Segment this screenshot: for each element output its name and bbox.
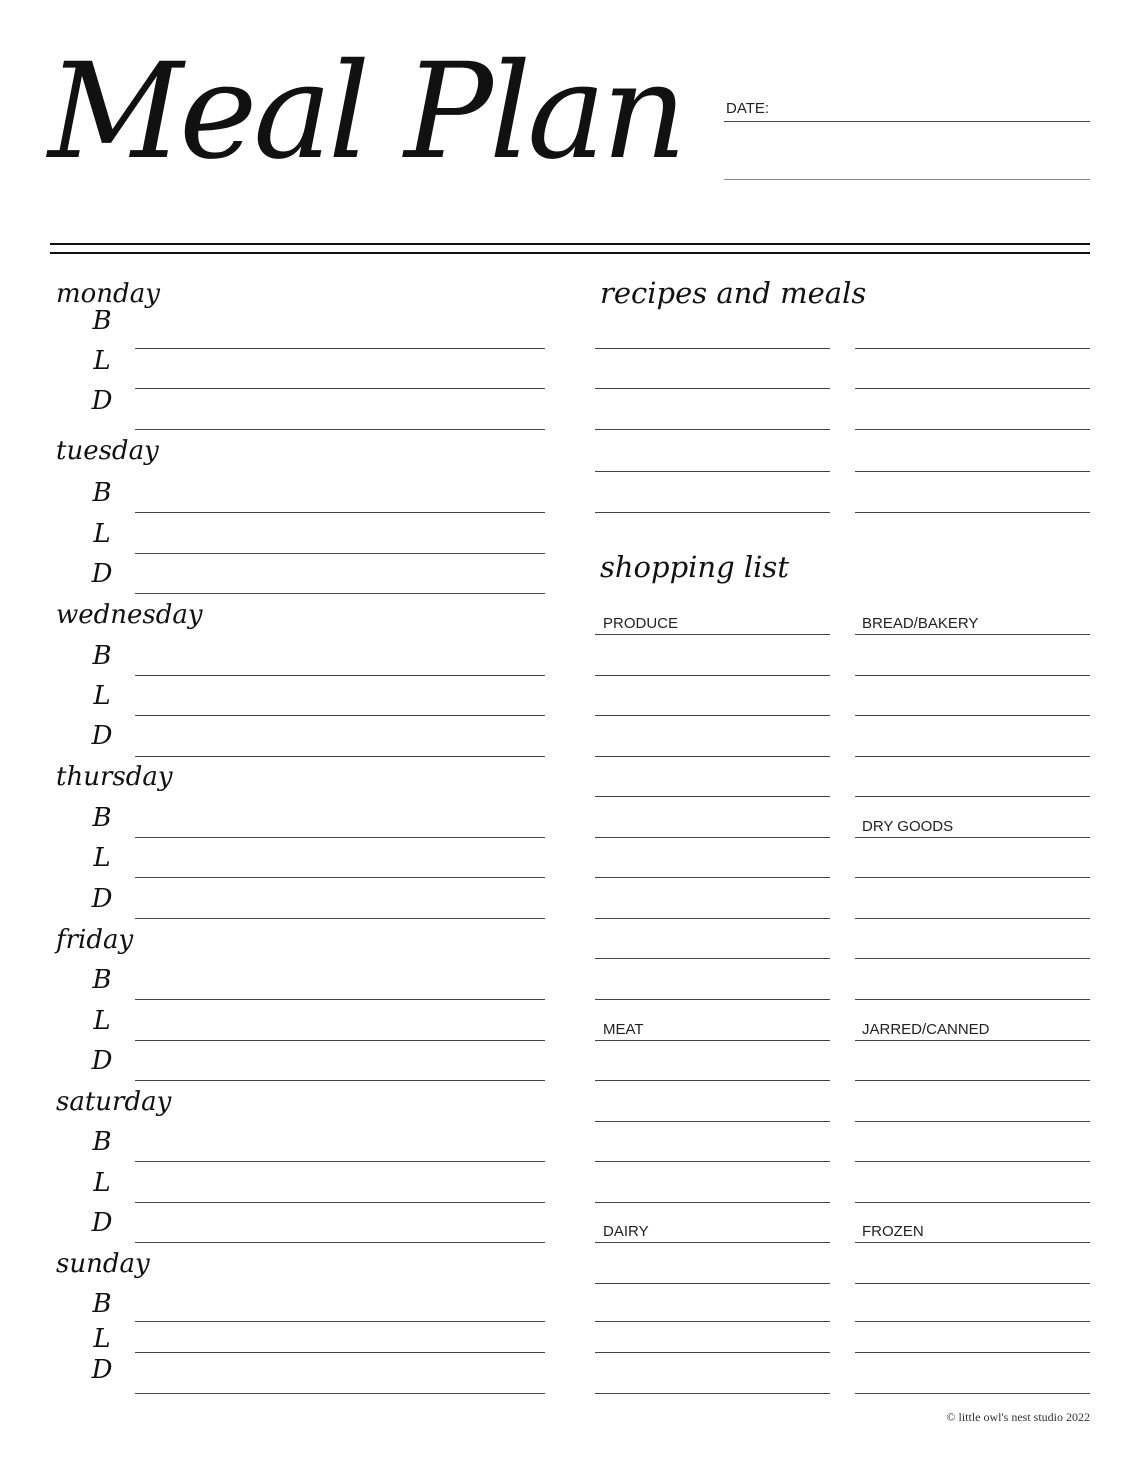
meal-write-line[interactable] xyxy=(135,1352,545,1353)
shopping-write-line[interactable] xyxy=(595,1321,830,1322)
category-bread-bakery: BREAD/BAKERY xyxy=(862,615,979,632)
shopping-write-line[interactable] xyxy=(855,1352,1090,1353)
shopping-write-line[interactable] xyxy=(595,1040,830,1041)
shopping-write-line[interactable] xyxy=(855,1040,1090,1041)
meal-write-line[interactable] xyxy=(135,348,545,349)
meal-letter-lunch: L xyxy=(93,346,111,376)
shopping-write-line[interactable] xyxy=(855,1283,1090,1284)
meal-letter-lunch: L xyxy=(93,843,111,873)
meal-write-line[interactable] xyxy=(135,1080,545,1081)
date-extra-line[interactable] xyxy=(724,179,1090,180)
shopping-write-line[interactable] xyxy=(855,1242,1090,1243)
shopping-write-line[interactable] xyxy=(595,796,830,797)
shopping-write-line[interactable] xyxy=(595,1283,830,1284)
shopping-write-line[interactable] xyxy=(595,1161,830,1162)
meal-write-line[interactable] xyxy=(135,675,545,676)
meal-letter-lunch: L xyxy=(93,1168,111,1198)
shopping-write-line[interactable] xyxy=(595,918,830,919)
shopping-write-line[interactable] xyxy=(855,715,1090,716)
shopping-write-line[interactable] xyxy=(595,1080,830,1081)
shopping-write-line[interactable] xyxy=(855,999,1090,1000)
shopping-write-line[interactable] xyxy=(595,1352,830,1353)
shopping-write-line[interactable] xyxy=(855,675,1090,676)
copyright-notice: © little owl's nest studio 2022 xyxy=(946,1410,1090,1424)
category-meat: MEAT xyxy=(603,1021,644,1038)
day-label-thursday: thursday xyxy=(56,762,173,792)
recipe-write-line[interactable] xyxy=(595,429,830,430)
category-produce: PRODUCE xyxy=(603,615,679,632)
recipe-write-line[interactable] xyxy=(855,471,1090,472)
recipe-write-line[interactable] xyxy=(595,471,830,472)
recipe-write-line[interactable] xyxy=(595,348,830,349)
meal-letter-breakfast: B xyxy=(92,1289,112,1319)
date-write-line[interactable] xyxy=(724,121,1090,122)
day-label-sunday: sunday xyxy=(56,1249,150,1279)
meal-letter-breakfast: B xyxy=(92,641,112,671)
meal-letter-dinner: D xyxy=(91,884,113,914)
meal-write-line[interactable] xyxy=(135,1202,545,1203)
meal-letter-dinner: D xyxy=(91,559,113,589)
shopping-write-line[interactable] xyxy=(595,999,830,1000)
shopping-write-line[interactable] xyxy=(855,756,1090,757)
shopping-write-line[interactable] xyxy=(595,1121,830,1122)
meal-write-line[interactable] xyxy=(135,1242,545,1243)
shopping-write-line[interactable] xyxy=(595,1242,830,1243)
shopping-write-line[interactable] xyxy=(855,958,1090,959)
meal-write-line[interactable] xyxy=(135,1321,545,1322)
meal-letter-lunch: L xyxy=(93,1324,111,1354)
recipe-write-line[interactable] xyxy=(855,388,1090,389)
shopping-write-line[interactable] xyxy=(855,1393,1090,1394)
shopping-write-line[interactable] xyxy=(855,837,1090,838)
category-dairy: DAIRY xyxy=(603,1223,649,1240)
meal-write-line[interactable] xyxy=(135,553,545,554)
meal-letter-breakfast: B xyxy=(92,1127,112,1157)
meal-write-line[interactable] xyxy=(135,1161,545,1162)
recipe-write-line[interactable] xyxy=(855,348,1090,349)
recipes-section-title: recipes and meals xyxy=(600,276,867,310)
meal-write-line[interactable] xyxy=(135,1040,545,1041)
meal-write-line[interactable] xyxy=(135,918,545,919)
shopping-write-line[interactable] xyxy=(595,675,830,676)
shopping-write-line[interactable] xyxy=(595,837,830,838)
day-label-friday: friday xyxy=(56,925,134,955)
shopping-write-line[interactable] xyxy=(595,877,830,878)
meal-letter-dinner: D xyxy=(91,1208,113,1238)
shopping-write-line[interactable] xyxy=(595,634,830,635)
shopping-write-line[interactable] xyxy=(855,796,1090,797)
meal-write-line[interactable] xyxy=(135,512,545,513)
day-label-wednesday: wednesday xyxy=(56,600,203,630)
shopping-section-title: shopping list xyxy=(600,550,789,584)
meal-write-line[interactable] xyxy=(135,715,545,716)
meal-letter-lunch: L xyxy=(93,1006,111,1036)
day-label-saturday: saturday xyxy=(56,1087,172,1117)
page-title: Meal Plan xyxy=(48,35,683,189)
meal-write-line[interactable] xyxy=(135,429,545,430)
header-divider-top xyxy=(50,243,1090,245)
meal-letter-breakfast: B xyxy=(92,306,112,336)
recipe-write-line[interactable] xyxy=(855,429,1090,430)
meal-write-line[interactable] xyxy=(135,756,545,757)
shopping-write-line[interactable] xyxy=(855,1321,1090,1322)
meal-letter-dinner: D xyxy=(91,721,113,751)
shopping-write-line[interactable] xyxy=(855,1121,1090,1122)
meal-letter-breakfast: B xyxy=(92,478,112,508)
category-dry-goods: DRY GOODS xyxy=(862,818,954,835)
meal-letter-lunch: L xyxy=(93,681,111,711)
date-label: DATE: xyxy=(726,100,770,117)
shopping-write-line[interactable] xyxy=(855,1161,1090,1162)
meal-letter-dinner: D xyxy=(91,1046,113,1076)
meal-write-line[interactable] xyxy=(135,999,545,1000)
shopping-write-line[interactable] xyxy=(855,918,1090,919)
shopping-write-line[interactable] xyxy=(855,877,1090,878)
meal-letter-breakfast: B xyxy=(92,965,112,995)
shopping-write-line[interactable] xyxy=(595,958,830,959)
shopping-write-line[interactable] xyxy=(855,1080,1090,1081)
shopping-write-line[interactable] xyxy=(855,1202,1090,1203)
meal-write-line[interactable] xyxy=(135,877,545,878)
meal-write-line[interactable] xyxy=(135,1393,545,1394)
shopping-write-line[interactable] xyxy=(595,1393,830,1394)
meal-write-line[interactable] xyxy=(135,593,545,594)
meal-letter-dinner: D xyxy=(91,1355,113,1385)
recipe-write-line[interactable] xyxy=(595,388,830,389)
shopping-write-line[interactable] xyxy=(595,756,830,757)
category-jarred-canned: JARRED/CANNED xyxy=(862,1021,990,1038)
meal-write-line[interactable] xyxy=(135,837,545,838)
day-label-tuesday: tuesday xyxy=(56,436,159,466)
recipe-write-line[interactable] xyxy=(855,512,1090,513)
shopping-write-line[interactable] xyxy=(595,1202,830,1203)
category-frozen: FROZEN xyxy=(862,1223,924,1240)
day-label-monday: monday xyxy=(56,279,160,309)
header-divider-bottom xyxy=(50,252,1090,254)
meal-letter-dinner: D xyxy=(91,386,113,416)
meal-letter-lunch: L xyxy=(93,519,111,549)
shopping-write-line[interactable] xyxy=(595,715,830,716)
recipe-write-line[interactable] xyxy=(595,512,830,513)
meal-write-line[interactable] xyxy=(135,388,545,389)
shopping-write-line[interactable] xyxy=(855,634,1090,635)
meal-letter-breakfast: B xyxy=(92,803,112,833)
